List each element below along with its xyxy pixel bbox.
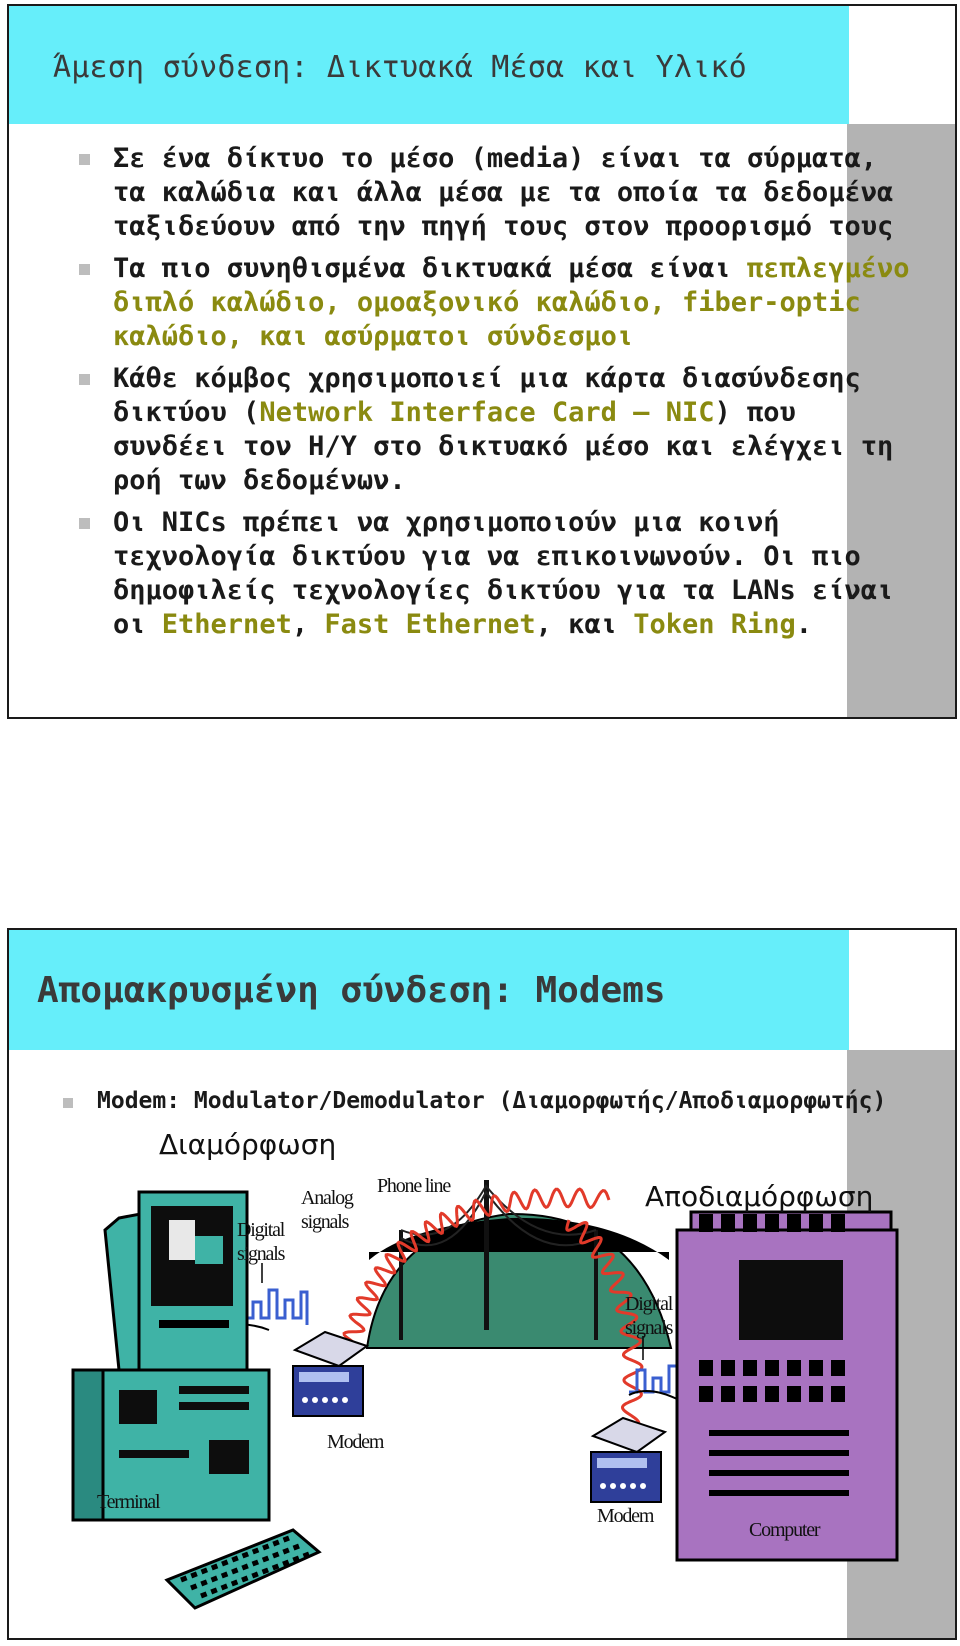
modem-left-label: Modem [327, 1431, 384, 1453]
modem-left-icon [293, 1332, 367, 1416]
digital-signals-left-label: Digital signals [237, 1219, 285, 1265]
bullet-text: ) που συνδέει τον Η/Υ στο δικτυακό μέσο και ελέγχει τη ροή των δεδομένων. [113, 397, 894, 496]
bullet-item [79, 362, 919, 498]
computer-icon [677, 1212, 897, 1560]
highlighted-term: Network Interface Card – NIC [259, 397, 715, 428]
analog-signals-label: Analog signals [301, 1187, 353, 1233]
utility-pole-icon [484, 1180, 489, 1330]
slide-direct-connection [7, 4, 957, 719]
bullet-text: Σε ένα δίκτυο το μέσο (media) είναι τα σύρματα, τα καλώδια και άλλα μέσα με τα οποία τα δεδομένα ταξιδεύουν από την πηγή τους στον προορισμό τους [113, 143, 894, 242]
terminal-label: Terminal [97, 1491, 160, 1513]
bullet-list [79, 142, 919, 650]
highlighted-term: Fast Ethernet [324, 609, 536, 640]
bullet-text: Οι NICs πρέπει να χρησιμοποιούν μια κοινή τεχνολογία δικτύου για να επικοινωνούν. Οι πιο δημοφιλείς τεχνολογίες δικτύου για τα LANs είναι οι [113, 507, 894, 640]
slide-title: Άμεση σύνδεση: Δικτυακά Μέσα και Υλικό [53, 50, 747, 85]
modulation-label: Διαμόρφωση [159, 1128, 337, 1161]
modem-right-label: Modem [597, 1505, 654, 1527]
bullet-square-icon [79, 518, 90, 529]
bullet-text: , [291, 609, 325, 640]
bullet-text: Κάθε κόμβος χρησιμοποιεί μια κάρτα διασύνδεσης δικτύου ( [113, 363, 861, 428]
bullet-square-icon [79, 374, 90, 385]
slide-remote-connection [7, 928, 957, 1640]
bullet-text: . [795, 609, 813, 640]
bullet-square-icon [79, 154, 90, 165]
highlighted-term: Token Ring [633, 609, 796, 640]
demodulation-label: Αποδιαμόρφωση [645, 1180, 874, 1213]
phone-line-label: Phone line [377, 1175, 450, 1197]
bullet-item [79, 142, 919, 244]
modem-right-icon [591, 1418, 665, 1502]
bullet-item [79, 252, 919, 354]
bullet-text: , και [535, 609, 634, 640]
highlighted-term: Ethernet [161, 609, 292, 640]
keyboard-icon [167, 1530, 319, 1608]
slide-title: Απομακρυσμένη σύνδεση: Modems [37, 970, 666, 1011]
bullet-square-icon [79, 264, 90, 275]
computer-label: Computer [749, 1519, 820, 1541]
bullet-item [79, 506, 919, 642]
bullet-text: Τα πιο συνηθισμένα δικτυακά μέσα είναι [113, 253, 747, 284]
modem-definition-text: Modem: Modulator/Demodulator (Διαμορφωτής/Αποδιαμορφωτής) [97, 1088, 887, 1114]
highlighted-term: πεπλεγμένο διπλό καλώδιο, ομοαξονικό καλώδιο, fiber-optic καλώδιο, και ασύρματοι σύνδεσμοι [113, 253, 910, 352]
digital-signals-right-label: Digital signals [625, 1293, 673, 1339]
